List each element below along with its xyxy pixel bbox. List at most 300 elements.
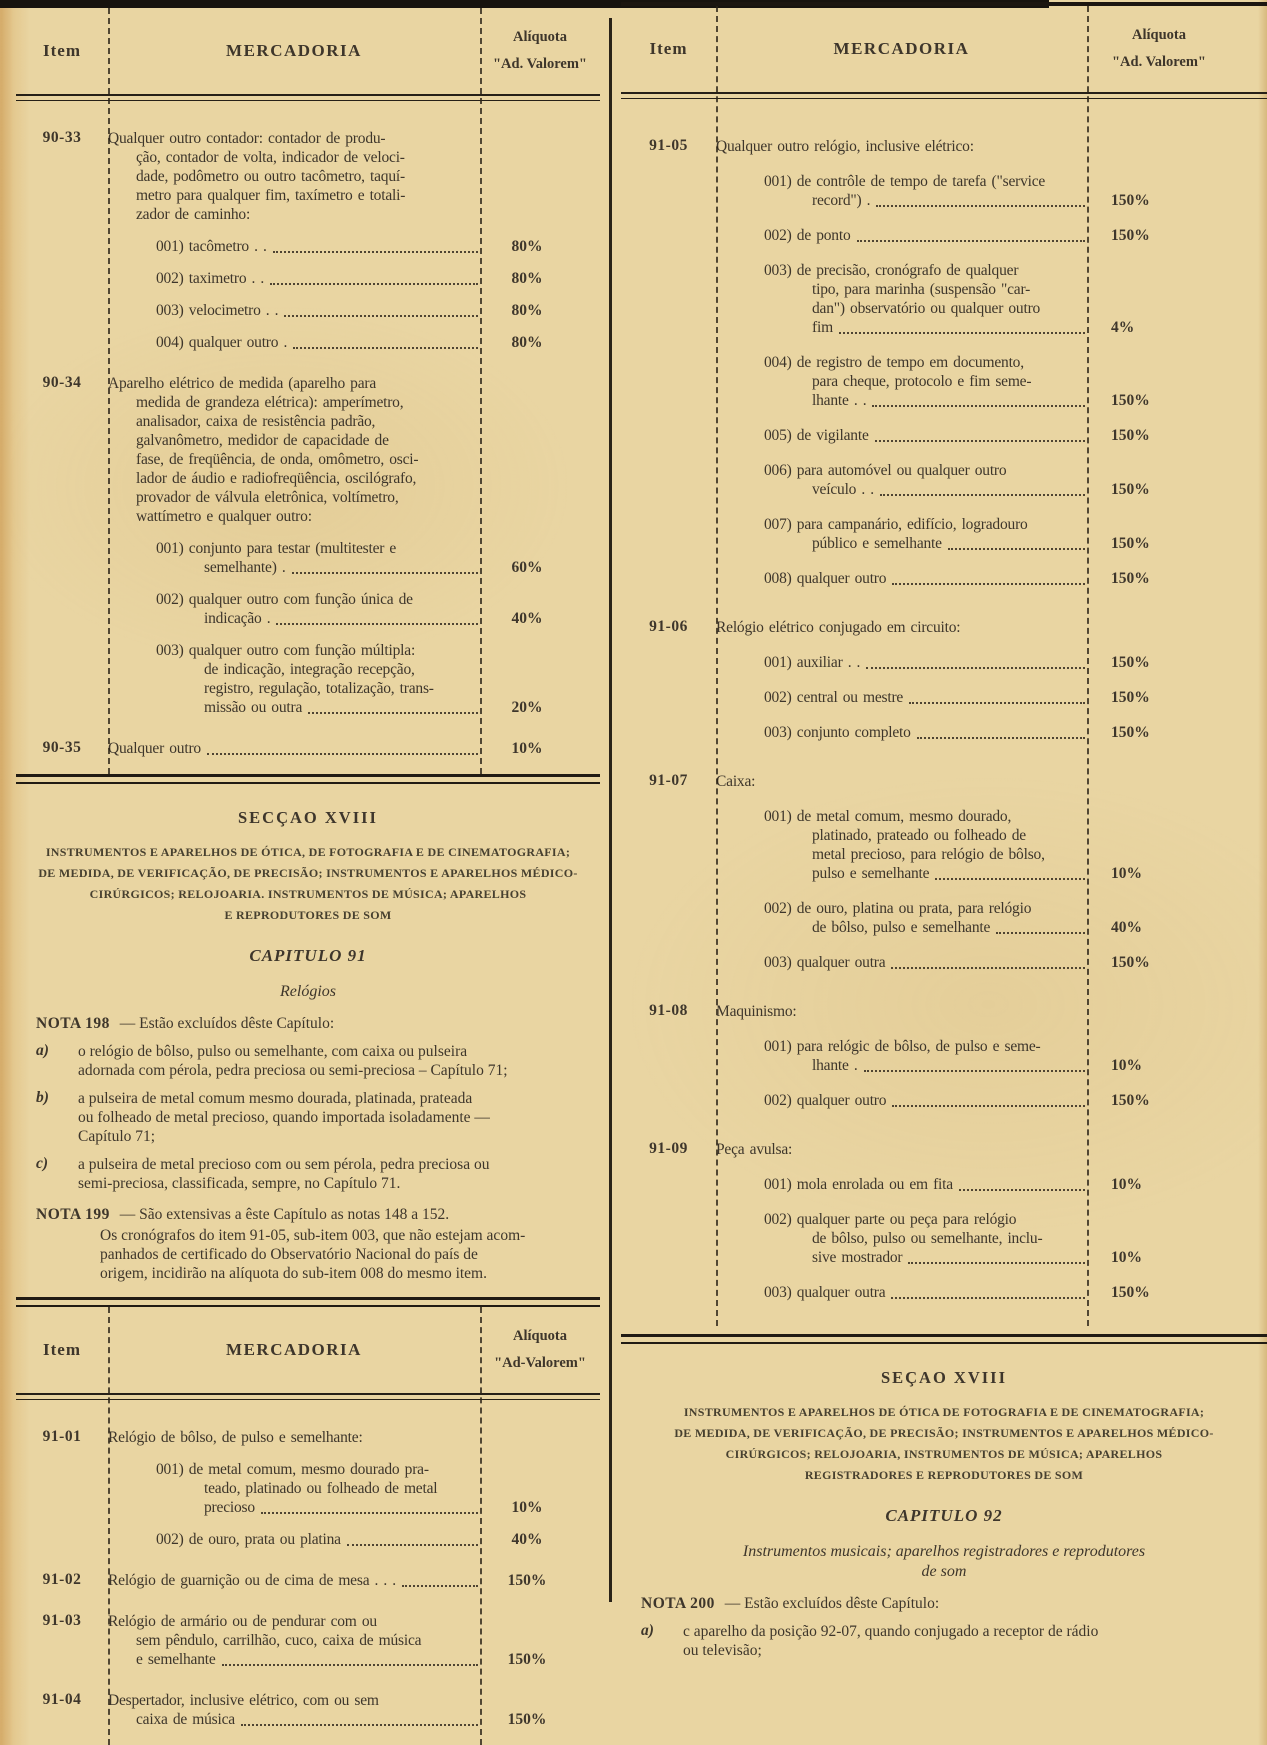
dotted-leader — [857, 240, 1086, 242]
item-code — [621, 461, 716, 499]
tariff-row — [16, 129, 600, 224]
item-code — [16, 237, 108, 256]
rate-value: 150% — [507, 1572, 547, 1589]
item-code — [16, 539, 108, 577]
description-line: metal precioso, para relógio de bôlso, — [812, 846, 1045, 863]
tariff-row — [16, 590, 600, 628]
aliquota-label-line2: "Ad. Valorem" — [493, 56, 587, 72]
column-header-item: Item — [43, 1340, 81, 1359]
description-text: 003) qualquer outra — [764, 954, 886, 971]
column-header-item: Item — [649, 39, 688, 58]
column-divider-line — [108, 1307, 110, 1745]
description-line: Maquinismo: — [716, 1003, 797, 1020]
description-line: teado, platinado ou folheado de metal — [204, 1480, 438, 1497]
row-description — [108, 333, 480, 352]
row-description — [716, 1140, 1087, 1159]
item-code — [621, 688, 716, 707]
nota-item-label: a) — [36, 1042, 49, 1059]
dotted-leader — [308, 712, 478, 714]
nota-item-lines — [78, 1042, 600, 1080]
row-description — [716, 461, 1087, 499]
nota-item-line: o relógio de bôlso, pulso ou semelhante, com caixa ou pulseira — [78, 1043, 468, 1060]
nota-item — [16, 1089, 600, 1146]
description-line — [108, 1710, 480, 1729]
item-code — [621, 723, 716, 742]
row-description — [108, 1460, 480, 1517]
description-line: metro para qualquer fim, taxímetro e totali- — [136, 187, 406, 204]
aliquota-label-line2: "Ad. Valorem" — [1112, 54, 1206, 70]
dotted-leader — [880, 494, 1085, 496]
rate-value: 4% — [1111, 319, 1135, 336]
nota-item-label: a) — [641, 1622, 654, 1639]
description-line: analisador, caixa de resistência padrão, — [136, 413, 376, 430]
row-description — [716, 226, 1087, 245]
item-code — [621, 1175, 716, 1194]
description-text: missão ou outra — [204, 699, 303, 716]
rate-value: 150% — [507, 1651, 547, 1668]
row-description — [716, 137, 1087, 156]
column-header-item: Item — [43, 41, 81, 60]
table-body — [16, 101, 600, 774]
nota-heading — [621, 1594, 1267, 1613]
rate-value: 150% — [1111, 654, 1150, 671]
item-code — [16, 1460, 108, 1517]
item-code — [621, 653, 716, 672]
tariff-row — [16, 1460, 600, 1517]
description-line — [108, 237, 480, 256]
item-code — [16, 1530, 108, 1549]
description-text: 003) conjunto completo — [764, 724, 911, 741]
description-text: e semelhante — [136, 1651, 216, 1668]
tariff-row — [16, 1530, 600, 1549]
column-header-mercadoria: MERCADORIA — [833, 39, 970, 58]
column-divider-line — [1087, 6, 1089, 1326]
row-description — [716, 618, 1087, 637]
nota-label: NOTA 200 — [641, 1595, 715, 1612]
description-line: de bôlso, pulso ou semelhante, inclu- — [812, 1230, 1043, 1247]
description-line — [716, 191, 1087, 210]
row-description — [716, 1037, 1087, 1075]
dotted-leader — [864, 1070, 1085, 1072]
description-line — [108, 1650, 480, 1669]
section-title: SEÇAO XVIII — [880, 1368, 1008, 1387]
tariff-row — [16, 539, 600, 577]
description-text: 002) de ponto — [764, 227, 851, 244]
description-line — [716, 953, 1087, 972]
item-code: 91-06 — [649, 618, 688, 635]
item-code — [621, 1091, 716, 1110]
item-code — [621, 899, 716, 937]
description-line — [716, 1175, 1087, 1194]
aliquota-label-line1: Alíquota — [513, 29, 567, 45]
nota-item-lines — [683, 1622, 1267, 1660]
description-line: dade, podômetro ou outro tacômetro, taquí- — [136, 168, 405, 185]
row-description — [716, 772, 1087, 791]
description-text: 003) velocimetro . . — [156, 302, 279, 319]
column-header-aliquota — [480, 1323, 600, 1377]
rate-value: 20% — [511, 699, 543, 716]
nota-198 — [16, 1014, 600, 1193]
description-line — [716, 391, 1087, 410]
row-description — [716, 1175, 1087, 1194]
description-line: Relógio de armário ou de pendurar com ou — [108, 1613, 377, 1630]
description-line: galvanômetro, medidor de capacidade de — [136, 432, 389, 449]
section-description-line: CIRÚRGICOS; RELOJOARIA. INSTRUMENTOS DE MÚSICA; APARELHOS — [89, 887, 527, 901]
nota-intro: — Estão excluídos dêste Capítulo: — [724, 1595, 940, 1612]
nota-paragraph-line: panhados de certificado do Observatório Nacional do país de — [100, 1246, 478, 1263]
section-divider-rule — [621, 1334, 1267, 1344]
nota-item-lines — [78, 1089, 600, 1146]
table-header — [16, 8, 600, 94]
nota-item — [621, 1622, 1267, 1660]
dotted-leader — [270, 283, 478, 285]
chapter-subtitle-line: Instrumentos musicais; aparelhos registradores e reprodutores — [742, 1543, 1146, 1560]
dotted-leader — [891, 1297, 1085, 1299]
rate-value: 150% — [1111, 227, 1150, 244]
nota-item-line: adornada com pérola, pedra preciosa ou semi-preciosa – Capítulo 71; — [78, 1062, 508, 1079]
column-divider-line — [108, 8, 110, 774]
tariff-table-91 — [16, 1307, 600, 1745]
item-code: 91-03 — [42, 1612, 82, 1629]
description-text: 004) qualquer outro . — [156, 334, 288, 351]
row-description — [108, 374, 480, 526]
nota-heading — [16, 1014, 600, 1033]
nota-heading — [16, 1205, 600, 1224]
description-line: ção, contador de volta, indicador de veloci- — [136, 149, 405, 166]
description-text: precioso — [204, 1499, 255, 1516]
section-description-line: DE MEDIDA, DE VERIFICAÇÃO, DE PRECISÃO; INSTRUMENTOS E APARELHOS MÉDICO- — [38, 866, 578, 880]
header-rule — [16, 1393, 600, 1400]
dotted-leader — [293, 347, 478, 349]
description-line: Relógio de bôlso, de pulso e semelhante: — [108, 1429, 363, 1446]
tariff-row — [16, 301, 600, 320]
rate-value: 10% — [1111, 1176, 1142, 1193]
nota-items — [16, 1042, 600, 1193]
aliquota-label-line1: Alíquota — [1132, 27, 1186, 43]
dotted-leader — [876, 205, 1085, 207]
rate-value: 40% — [511, 610, 543, 627]
tariff-row — [16, 641, 600, 717]
right-column — [621, 2, 1267, 1660]
description-line: dan") observatório ou qualquer outro — [812, 300, 1041, 317]
item-code — [16, 333, 108, 352]
rate-value: 150% — [1111, 392, 1150, 409]
rate-value: 80% — [511, 302, 543, 319]
rate-value: 60% — [511, 559, 543, 576]
dotted-leader — [261, 1512, 478, 1514]
dotted-leader — [891, 967, 1085, 969]
nota-item-line: ou folheado de metal precioso, quando importada isoladamente — — [78, 1109, 490, 1126]
description-line: sem pêndulo, carrilhão, cuco, caixa de música — [136, 1632, 422, 1649]
dotted-leader — [959, 1189, 1085, 1191]
description-line — [716, 1091, 1087, 1110]
item-code: 91-01 — [42, 1428, 82, 1445]
description-text: público e semelhante — [812, 535, 942, 552]
description-line — [108, 301, 480, 320]
dotted-leader — [892, 583, 1085, 585]
description-line: registro, regulação, totalização, trans- — [204, 680, 434, 697]
description-text: lhante . . — [812, 392, 867, 409]
item-code: 91-02 — [42, 1571, 82, 1588]
rate-value: 150% — [1111, 192, 1150, 209]
item-code: 91-05 — [649, 137, 688, 154]
description-text: de bôlso, pulso e semelhante — [812, 919, 991, 936]
tariff-row — [16, 1612, 600, 1669]
description-line — [716, 534, 1087, 553]
description-line: para cheque, protocolo e fim seme- — [812, 373, 1032, 390]
rate-value: 150% — [1111, 1284, 1150, 1301]
dotted-leader — [402, 1585, 478, 1587]
row-description — [716, 569, 1087, 588]
item-code: 91-07 — [649, 772, 688, 789]
row-description — [716, 953, 1087, 972]
dotted-leader — [935, 878, 1085, 880]
description-line — [108, 609, 480, 628]
dotted-leader — [292, 572, 478, 574]
description-line: 001) de contrôle de tempo de tarefa ("service — [764, 173, 1046, 190]
tariff-row — [16, 269, 600, 288]
dotted-leader — [284, 315, 478, 317]
row-description — [108, 1571, 480, 1590]
item-code — [621, 1210, 716, 1267]
dotted-leader — [892, 1105, 1085, 1107]
rate-value: 40% — [1111, 919, 1142, 936]
row-description — [716, 723, 1087, 742]
nota-200 — [621, 1594, 1267, 1660]
description-text: 008) qualquer outro — [764, 570, 887, 587]
column-divider-line — [480, 8, 482, 774]
description-line: 001) de metal comum, mesmo dourado pra- — [156, 1461, 429, 1478]
section-description-line: E REPRODUTORES DE SOM — [224, 908, 392, 922]
description-text: 001) mola enrolada ou em fita — [764, 1176, 953, 1193]
section-description-line: CIRÚRGICOS; RELOJOARIA, INSTRUMENTOS DE MÚSICA; APARELHOS — [725, 1447, 1163, 1461]
nota-item-line: ou televisão; — [683, 1642, 762, 1659]
item-code — [621, 226, 716, 245]
description-line: 006) para automóvel ou qualquer outro — [764, 462, 1007, 479]
description-line — [716, 426, 1087, 445]
tariff-row — [16, 237, 600, 256]
row-description — [716, 688, 1087, 707]
left-column — [16, 8, 600, 1745]
description-text: sive mostrador — [812, 1249, 903, 1266]
item-code: 90-35 — [42, 739, 82, 756]
rate-value: 80% — [511, 270, 543, 287]
description-line: Despertador, inclusive elétrico, com ou sem — [108, 1692, 379, 1709]
description-line — [716, 226, 1087, 245]
description-line — [716, 688, 1087, 707]
row-description — [108, 301, 480, 320]
description-text: lhante . — [812, 1057, 858, 1074]
description-line — [716, 1283, 1087, 1302]
row-description — [716, 261, 1087, 337]
item-code — [621, 261, 716, 337]
nota-item-line: semi-preciosa, classificada, sempre, no Capítulo 71. — [78, 1175, 401, 1192]
chapter-title: CAPITULO 91 — [249, 946, 367, 965]
rate-value: 150% — [1111, 724, 1150, 741]
nota-intro: — São extensivas a êste Capítulo as notas 148 a 152. — [119, 1206, 450, 1223]
row-description — [108, 641, 480, 717]
description-line: 002) de ouro, platina ou prata, para relógio — [764, 900, 1032, 917]
description-line — [108, 1530, 480, 1549]
header-rule — [16, 94, 600, 101]
chapter-subtitle-line: de som — [921, 1563, 967, 1580]
description-line: de indicação, integração recepção, — [204, 661, 415, 678]
tariff-row — [16, 739, 600, 758]
description-text: 001) auxiliar . . — [764, 654, 861, 671]
row-description — [716, 515, 1087, 553]
item-code — [621, 569, 716, 588]
nota-item — [16, 1042, 600, 1080]
nota-items — [621, 1622, 1267, 1660]
row-description — [108, 1530, 480, 1549]
dotted-leader — [909, 702, 1085, 704]
row-description — [108, 269, 480, 288]
row-description — [716, 807, 1087, 883]
description-line — [716, 569, 1087, 588]
dotted-leader — [207, 753, 478, 755]
rate-value: 10% — [511, 1499, 543, 1516]
dotted-leader — [866, 667, 1085, 669]
rate-value: 10% — [1111, 865, 1142, 882]
row-description — [108, 1428, 480, 1447]
rate-value: 150% — [1111, 535, 1150, 552]
item-code — [621, 953, 716, 972]
section-description-line: REGISTRADORES E REPRODUTORES DE SOM — [804, 1468, 1084, 1482]
rate-value: 10% — [1111, 1249, 1142, 1266]
description-text: Relógio de guarnição ou de cima de mesa . . . — [108, 1572, 396, 1589]
column-divider-line — [716, 6, 718, 1326]
nota-item-line: a pulseira de metal comum mesmo dourada, platinada, prateada — [78, 1090, 473, 1107]
row-description — [108, 1691, 480, 1729]
description-line: wattímetro e qualquer outro: — [136, 508, 312, 525]
description-text: 001) tacômetro . . — [156, 238, 267, 255]
item-code — [16, 590, 108, 628]
description-line — [716, 918, 1087, 937]
rate-value: 150% — [1111, 689, 1150, 706]
description-line: Aparelho elétrico de medida (aparelho para — [108, 375, 377, 392]
nota-paragraph-line: origem, incidirão na alíquota do sub-item 008 do mesmo item. — [100, 1265, 487, 1282]
description-line: Peça avulsa: — [716, 1141, 793, 1158]
item-code: 90-33 — [42, 129, 82, 146]
row-description — [716, 653, 1087, 672]
dotted-leader — [347, 1544, 478, 1546]
item-code — [621, 172, 716, 210]
dotted-leader — [222, 1664, 478, 1666]
dotted-leader — [917, 737, 1085, 739]
section-heading-block — [16, 808, 600, 1002]
dotted-leader — [908, 1262, 1085, 1264]
description-text: semelhante) . — [204, 559, 286, 576]
description-text: 003) qualquer outra — [764, 1284, 886, 1301]
row-description — [716, 172, 1087, 210]
item-code — [621, 353, 716, 410]
dotted-leader — [839, 332, 1085, 334]
row-description — [108, 590, 480, 628]
description-line: 004) de registro de tempo em documento, — [764, 354, 1024, 371]
nota-item-label: b) — [36, 1089, 49, 1106]
rate-value: 80% — [511, 334, 543, 351]
column-header-mercadoria: MERCADORIA — [226, 41, 362, 60]
row-description — [716, 426, 1087, 445]
description-text: 002) qualquer outro — [764, 1092, 887, 1109]
description-text: 002) taximetro . . — [156, 270, 265, 287]
description-text: fim — [812, 319, 833, 336]
item-code — [16, 301, 108, 320]
description-line — [108, 558, 480, 577]
chapter-title: CAPITULO 92 — [885, 1506, 1003, 1525]
nota-label: NOTA 199 — [36, 1206, 110, 1223]
section-divider-rule — [16, 774, 600, 784]
item-code — [621, 1037, 716, 1075]
rate-value: 80% — [511, 238, 543, 255]
row-description — [716, 1283, 1087, 1302]
rate-value: 40% — [511, 1531, 543, 1548]
description-text: Qualquer outro — [108, 740, 201, 757]
description-line: fase, de freqüência, de onda, omômetro, osci- — [136, 451, 419, 468]
nota-item-line: a pulseira de metal precioso com ou sem pérola, pedra preciosa ou — [78, 1156, 490, 1173]
description-line: lador de áudio e radiofreqüência, oscilógrafo, — [136, 470, 417, 487]
nota-item-label: c) — [36, 1155, 49, 1172]
nota-intro: — Estão excluídos dêste Capítulo: — [119, 1015, 335, 1032]
description-line — [716, 653, 1087, 672]
dotted-leader — [872, 405, 1085, 407]
nota-item-line: c aparelho da posição 92-07, quando conjugado a receptor de rádio — [683, 1623, 1099, 1640]
rate-value: 150% — [1111, 481, 1150, 498]
dotted-leader — [996, 932, 1085, 934]
tariff-table-90 — [16, 8, 600, 774]
table-body — [16, 1400, 600, 1745]
section-heading-block — [621, 1368, 1267, 1582]
description-text: indicação . — [204, 610, 271, 627]
section-title: SECÇAO XVIII — [238, 808, 378, 827]
row-description — [716, 1091, 1087, 1110]
nota-item-lines — [78, 1155, 600, 1193]
item-code — [621, 807, 716, 883]
nota-paragraph — [100, 1226, 600, 1283]
column-divider-line — [480, 1307, 482, 1745]
dotted-leader — [875, 440, 1085, 442]
description-line: Qualquer outro contador: contador de produ- — [108, 130, 386, 147]
rate-value: 150% — [1111, 1092, 1150, 1109]
description-line: 003) qualquer outro com função múltipla: — [156, 642, 416, 659]
description-line — [716, 318, 1087, 337]
tariff-row — [16, 1691, 600, 1729]
row-description — [108, 539, 480, 577]
section-description-line: DE MEDIDA, DE VERIFICAÇÃO, DE PRECISÃO; INSTRUMENTOS E APARELHOS MÉDICO- — [674, 1426, 1214, 1440]
item-code — [621, 1283, 716, 1302]
description-line: 002) qualquer parte ou peça para relógio — [764, 1211, 1017, 1228]
dotted-leader — [276, 623, 478, 625]
description-text: 002) central ou mestre — [764, 689, 904, 706]
description-line — [108, 1498, 480, 1517]
item-code — [16, 269, 108, 288]
row-description — [716, 1002, 1087, 1021]
item-code — [16, 641, 108, 717]
row-description — [716, 353, 1087, 410]
description-line — [108, 1571, 480, 1590]
description-line — [108, 698, 480, 717]
item-code: 91-08 — [649, 1002, 688, 1019]
nota-item — [16, 1155, 600, 1193]
row-description — [108, 1612, 480, 1669]
dotted-leader — [948, 548, 1085, 550]
description-line: tipo, para marinha (suspensão "car- — [812, 281, 1031, 298]
description-line: zador de caminho: — [136, 206, 251, 223]
nota-item-line: Capítulo 71; — [78, 1128, 156, 1145]
aliquota-label-line1: Alíquota — [513, 1328, 567, 1344]
aliquota-label-line2: "Ad-Valorem" — [494, 1355, 586, 1371]
table-divider-rule — [16, 1297, 600, 1307]
